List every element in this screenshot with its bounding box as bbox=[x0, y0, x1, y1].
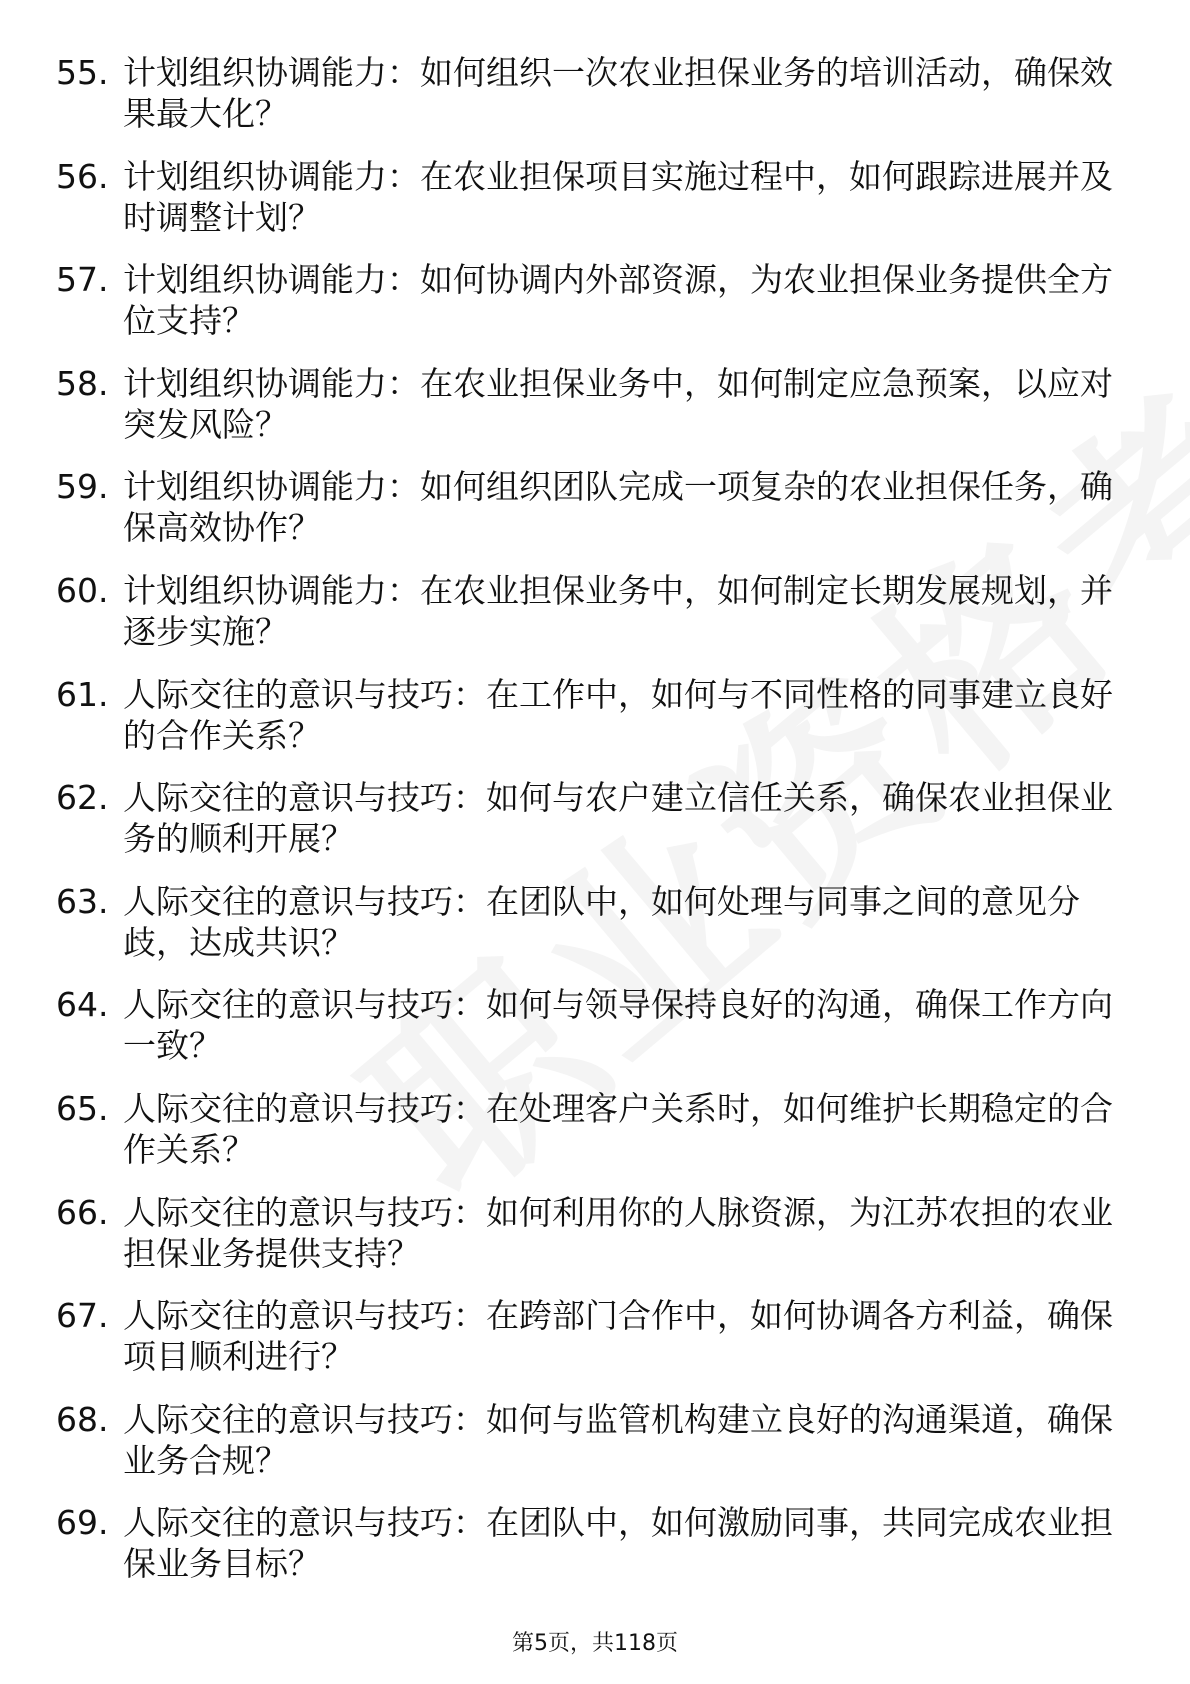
question-text: 人际交往的意识与技巧：如何利用你的人脉资源，为江苏农担的农业担保业务提供支持？ bbox=[123, 1192, 1113, 1273]
question-text: 人际交往的意识与技巧：如何与监管机构建立良好的沟通渠道，确保业务合规？ bbox=[123, 1399, 1113, 1480]
question-text: 计划组织协调能力：如何组织一次农业担保业务的培训活动，确保效果最大化？ bbox=[123, 53, 1113, 133]
question-text: 人际交往的意识与技巧：如何与领导保持良好的沟通，确保工作方向一致？ bbox=[123, 985, 1113, 1066]
question-number: 55. bbox=[56, 53, 109, 92]
question-number: 67. bbox=[56, 1296, 109, 1336]
question-text: 计划组织协调能力：在农业担保业务中，如何制定长期发展规划，并逐步实施？ bbox=[123, 570, 1113, 651]
question-number: 56. bbox=[56, 156, 109, 196]
question-number: 62. bbox=[56, 778, 109, 818]
list-item bbox=[56, 984, 1116, 1066]
list-item bbox=[56, 570, 1116, 652]
page-footer: 第5页，共118页 bbox=[512, 1631, 678, 1656]
question-number: 58. bbox=[56, 363, 109, 403]
question-text: 人际交往的意识与技巧：如何与农户建立信任关系，确保农业担保业务的顺利开展？ bbox=[123, 778, 1113, 859]
question-number: 64. bbox=[56, 985, 109, 1025]
question-text: 人际交往的意识与技巧：在团队中，如何处理与同事之间的意见分歧，达成共识？ bbox=[123, 881, 1080, 962]
question-number: 60. bbox=[56, 570, 109, 610]
list-item bbox=[56, 363, 1116, 445]
list-item bbox=[56, 259, 1116, 341]
list-item bbox=[56, 52, 1116, 134]
list-item bbox=[56, 1088, 1116, 1170]
question-number: 68. bbox=[56, 1399, 109, 1439]
question-text: 人际交往的意识与技巧：在工作中，如何与不同性格的同事建立良好的合作关系？ bbox=[123, 674, 1113, 755]
question-text: 计划组织协调能力：在农业担保项目实施过程中，如何跟踪进展并及时调整计划？ bbox=[123, 156, 1113, 237]
question-number: 57. bbox=[56, 260, 109, 300]
list-item bbox=[56, 881, 1116, 963]
question-number: 61. bbox=[56, 674, 109, 714]
list-item bbox=[56, 1399, 1116, 1481]
list-item bbox=[56, 674, 1116, 756]
question-text: 人际交往的意识与技巧：在跨部门合作中，如何协调各方利益，确保项目顺利进行？ bbox=[123, 1296, 1113, 1377]
list-item bbox=[56, 1502, 1116, 1584]
question-text: 人际交往的意识与技巧：在团队中，如何激励同事，共同完成农业担保业务目标？ bbox=[123, 1503, 1113, 1584]
list-item bbox=[56, 1295, 1116, 1377]
question-number: 63. bbox=[56, 881, 109, 921]
list-item bbox=[56, 466, 1116, 548]
question-list bbox=[56, 52, 1116, 1606]
question-number: 65. bbox=[56, 1088, 109, 1128]
list-item bbox=[56, 777, 1116, 859]
question-number: 59. bbox=[56, 467, 109, 507]
question-number: 69. bbox=[56, 1503, 109, 1543]
question-text: 计划组织协调能力：在农业担保业务中，如何制定应急预案，以应对突发风险？ bbox=[123, 363, 1113, 444]
question-text: 计划组织协调能力：如何组织团队完成一项复杂的农业担保任务，确保高效协作？ bbox=[123, 467, 1113, 548]
question-text: 人际交往的意识与技巧：在处理客户关系时，如何维护长期稳定的合作关系？ bbox=[123, 1088, 1113, 1169]
list-item bbox=[56, 1192, 1116, 1274]
list-item bbox=[56, 156, 1116, 238]
question-text: 计划组织协调能力：如何协调内外部资源，为农业担保业务提供全方位支持？ bbox=[123, 260, 1113, 341]
question-number: 66. bbox=[56, 1192, 109, 1232]
